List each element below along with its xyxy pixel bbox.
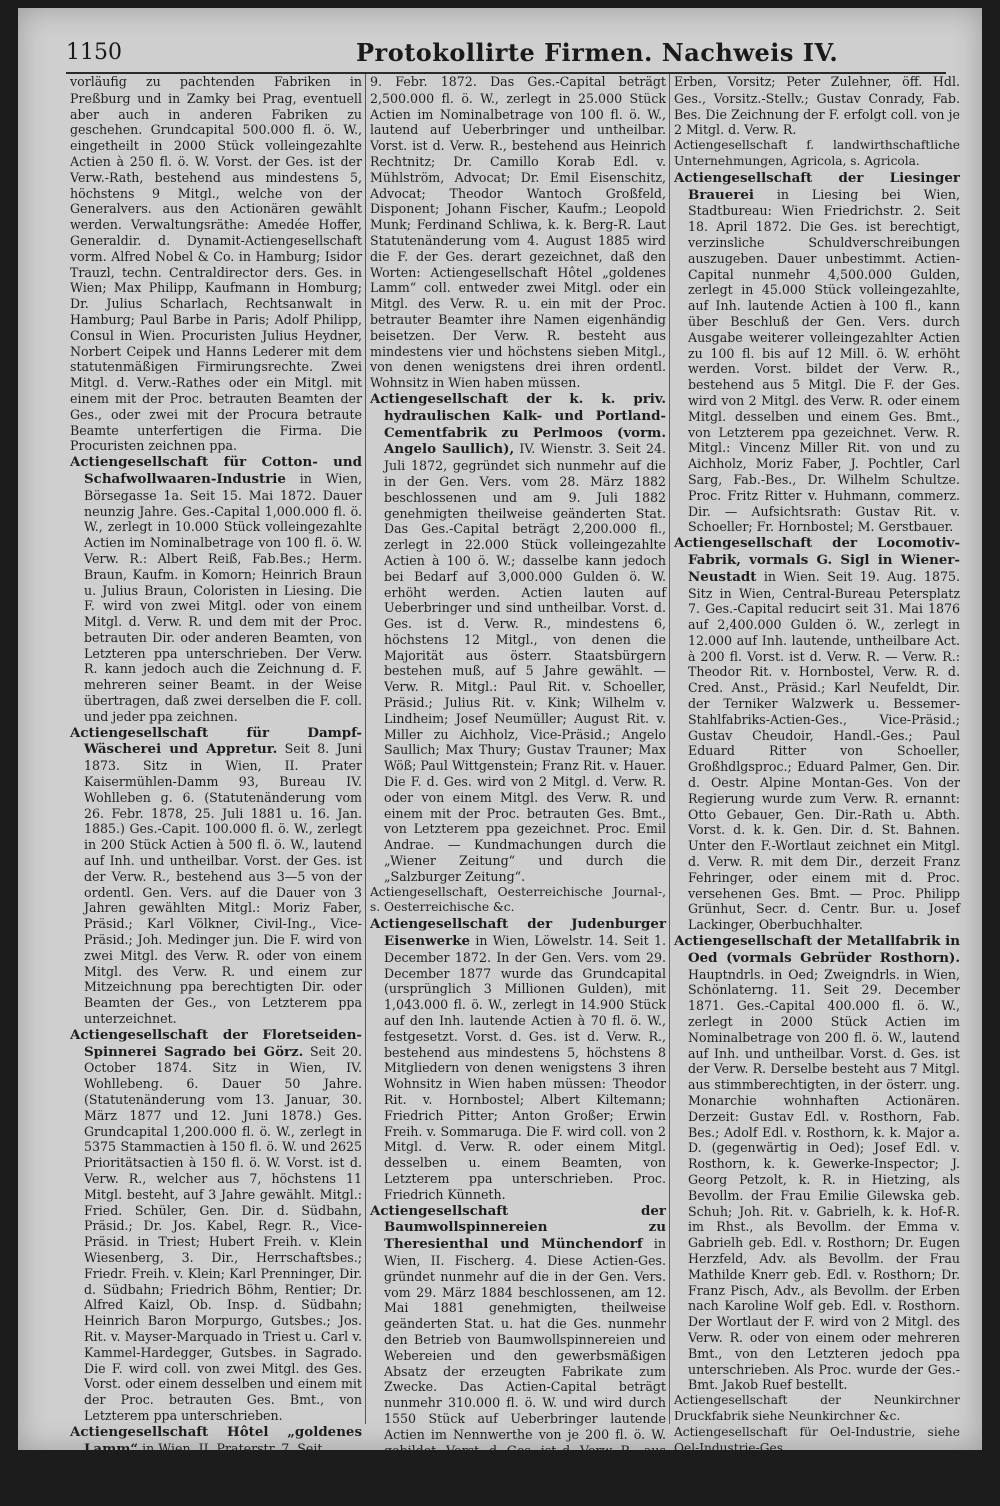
company-name: Actiengesellschaft für Dampf-Wäscherei und Appretur. bbox=[70, 724, 362, 758]
company-entry bbox=[70, 725, 362, 1027]
entry-text: in Wien, Löwelstr. 14. Seit 1. December 1872. In der Gen. Vers. vom 29. December 1877 wurde das Grundcapital (ursprünglich 3 Millionen Gulden), mit 1,043.000 fl. ö. W., zerlegt in 14.900 Stück auf den Inh. lautende Actien à 70 fl. ö. W., festgesetzt. Vorst. d. Ges. ist d. Verw. R., bestehend aus mindestens 5, höchstens 8 Mitgliedern von denen wenigstens 3 ihren Wohnsitz in Wien haben müssen: Theodor Rit. v. Hornbostel; Albert Kiltemann; Friedrich Pitter; Anton Großer; Erwin Freih. v. Sommaruga. Die F. wird coll. von 2 Mitgl. d. Verw. R. oder einem Mitgl. desselben u. einem Beamten, von Letzterem ppa unterschrieben. Proc. Friedrich Künneth. bbox=[384, 933, 666, 1202]
cross-reference bbox=[674, 138, 960, 170]
company-entry bbox=[674, 535, 960, 933]
running-title: Protokollirte Firmen. Nachweis IV. bbox=[356, 38, 839, 67]
entry-text: in Wien, II. Fischerg. 4. Diese Actien-Ges. gründet nunmehr auf die in der Gen. Vers. vom 29. März 1884 beschlossenen, am 12. Mai 1881 genehmigten, theilweise geänderten Stat. u. hat die Ges. nunmehr den Betrieb von Baumwollspinnereien und Webereien und den gewerbsmäßigen Absatz der erzeugten Fabrikate zum Zwecke. Das Actien-Capital beträgt nunmehr 310.000 fl. ö. W. und wird durch 1550 Stück auf Ueberbringer lautende Actien im Nennwerthe von je 200 fl. ö. W. gebildet. Vorst. d. Ges. ist d. Verw. R., aus mindestens 3, höchstens 5 Mitgl. bestehend. Verw. R.: Adolf Singer, öff. Ges. d. F. Samuel Singer's bbox=[384, 1236, 666, 1505]
company-name: Actiengesellschaft für Cotton- und Schafwollwaaren-Industrie bbox=[70, 454, 362, 487]
company-name: Actiengesellschaft der Baumwollspinnereien zu Theresienthal und Münchendorf bbox=[370, 1202, 666, 1253]
entry-continuation bbox=[674, 74, 960, 138]
column-divider bbox=[669, 74, 670, 1424]
entry-text: Seit 8. Juni 1873. Sitz in Wien, II. Prater Kaisermühlen-Damm 93, Bureau IV. Wohlleben g. 6. (Statutenänderung vom 26. Febr. 1878, 25. Juli 1881 u. 16. Jan. 1885.) Ges.-Capit. 100.000 fl. ö. W., zerlegt in 200 Stück Actien à 500 fl. ö. W., lautend auf Inh. und untheilbar. Vorst. der Ges. ist der Verw. R., bestehend aus 3—5 von der ordentl. Gen. Vers. auf die Dauer von 3 Jahren gewählten Mitgl.: Moriz Faber, Präsid.; Karl Völkner, Civil-Ing., Vice-Präsid.; Joh. Medinger jun. Die F. wird von zwei Mitgl. des Verw. R. oder von einem Mitgl. des Verw. R. und einem zur Mitzeichnung ppa berechtigten Dir. oder Beamten der Ges., von Letzterem ppa unterzeichnet. bbox=[84, 741, 362, 1027]
company-entry bbox=[370, 1203, 666, 1506]
company-entry bbox=[674, 170, 960, 535]
entry-text: Actiengesellschaft f. landwirthschaftliche Unternehmungen, Agricola, s. Agricola. bbox=[674, 138, 960, 168]
entry-text: Actiengesellschaft, Oesterreichische Journal-, s. Oesterreichische &c. bbox=[370, 884, 666, 915]
entry-text: in Wien, Börsegasse 1a. Seit 15. Mai 1872. Dauer neunzig Jahre. Ges.-Capital 1,000.000 fl. ö. W., zerlegt in 10.000 Stück volleingezahlte Actien im Nominalbetrage von 100 fl. ö. W. Verw. R.: Albert Reiß, Fab.Bes.; Herm. Braun, Kaufm. in Komorn; Heinrich Braun u. Julius Braun, Coloristen in Liesing. Die F. wird von zwei Mitgl. oder von einem Mitgl. d. Verw. R. und dem mit der Proc. betrauten Dir. oder anderen Beamten, von Letzteren ppa unterschrieben. Der Verw. R. kann jedoch auch die Zeichnung d. F. mehreren seiner Beamt. in der Weise übertragen, daß zwei derselben die F. coll. und jeder ppa zeichnen. bbox=[84, 470, 362, 724]
page-number: 1150 bbox=[66, 40, 122, 65]
cross-reference bbox=[674, 1425, 960, 1457]
entry-text: Erben, Vorsitz; Peter Zulehner, öff. Hdl. Ges., Vorsitz.-Stellv.; Gustav Conrady, Fab. Bes. Die Zeichnung der F. erfolgt coll. von je 2 Mitgl. d. Verw. R. bbox=[674, 74, 960, 138]
entry-text: in Liesing bei Wien, Stadtbureau: Wien Friedrichstr. 2. Seit 18. April 1872. Die Ges. ist berechtigt, verzinsliche Schuldverschreibungen auszugeben. Dauer unbestimmt. Actien-Capital nunmehr 4,500.000 Gulden, zerlegt in 45.000 Stück volleingezahlte, auf Inh. lautende Actien à 100 fl., kann über Beschluß der Gen. Vers. durch Ausgabe weiterer volleingezahlter Actien zu 100 fl. bis auf 12 Mill. ö. W. erhöht werden. Vorst. bildet der Verw. R., bestehend aus 5 Mitgl. Die F. der Ges. wird von 2 Mitgl. des Verw. R. oder einem Mitgl. desselben und einem Ges. Bmt., von Letzterem ppa gezeichnet. Verw. R. Mitgl.: Vincenz Miller Rit. von und zu Aichholz, Moriz Faber, J. Pochtler, Carl Sarg, Fab.-Bes., Dr. Wilhelm Schultze. Proc. Fritz Ritter v. Huhmann, commerz. Dir. — Aufsichtsrath: Gustav Rit. v. Schoeller; Fr. Hornbostel; M. Gerstbauer. bbox=[688, 186, 960, 535]
text-column-1 bbox=[70, 74, 362, 1457]
column-divider bbox=[365, 74, 366, 1424]
entry-text: Hauptndrls. in Oed; Zweigndrls. in Wien, Schönlaterng. 11. Seit 29. December 1871. Ges.-Capital 400.000 fl. ö. W., zerlegt in 2000 Stück Actien im Nominalbetrage von 200 fl. ö. W., lautend auf Inh. und untheilbar. Vorst. d. Ges. ist der Verw. R. Derselbe besteht aus 7 Mitgl. aus stimmberechtigten, in der österr. ung. Monarchie wohnhaften Actionären. Derzeit: Gustav Edl. v. Rosthorn, Fab. Bes.; Adolf Edl. v. Rosthorn, k. k. Major a. D. (gegenwärtig in Oed); Josef Edl. v. Rosthorn, k. k. Gewerke-Inspector; J. Georg Petzolt, k. R. in Hietzing, als Bevollm. der Frau Emilie Gilewska geb. Schuh; Joh. Rit. v. Gabrielh, k. k. Hof-R. im Rhst., als Bevollm. der Emma v. Gabrielh geb. Edl. v. Rosthorn; Dr. Eugen Herzfeld, Adv. als Bevollm. der Frau Mathilde Knerr geb. Edl. v. Rosthorn; Dr. Franz Pisch, Adv., als Bevollm. der Erben nach Karoline Wolf geb. Edl. v. Rosthorn. Der Wortlaut der F. wird von 2 Mitgl. des Verw. R. oder von einem oder mehreren Bmt., von den Letzteren jedoch ppa unterschrieben. Als Proc. wurde der Ges.-Bmt. Jakob Ruef bestellt. bbox=[688, 966, 960, 1393]
text-column-3 bbox=[674, 74, 960, 1455]
company-name: Actiengesellschaft der k. k. priv. hydraulischen Kalk- und Portland-Cementfabrik zu Perlmoos (vorm. Angelo Saullich), bbox=[370, 390, 666, 458]
entry-text: Actiengesellschaft für Oel-Industrie, siehe Oel-Industrie-Ges. bbox=[674, 1424, 960, 1455]
entry-text: vorläufig zu pachtenden Fabriken in Preßburg und in Zamky bei Prag, eventuell aber auch in anderen Fabriken zu geschehen. Grundcapital 500.000 fl. ö. W., eingetheilt in 2000 Stück volleingezahlte Actien à 250 fl. ö. W. Vorst. der Ges. ist der Verw.-Rath, bestehend aus mindestens 5, höchstens 9 Mitgl., welche von der Generalvers. aus den Actionären gewählt werden. Verwaltungsräthe: Amedée Hoffer, Generaldir. d. Dynamit-Actiengesellschaft vorm. Alfred Nobel & Co. in Hamburg; Isidor Trauzl, techn. Centraldirector ders. Ges. in Wien; Max Philipp, Kaufmann in Homburg; Dr. Julius Scharlach, Rechtsanwalt in Hamburg; Paul Barbe in Paris; Adolf Philipp, Consul in Wien. Procuristen Julius Heydner, Norbert Ceipek und Hanns Lederer mit dem statutenmäßigen Firmirungsrechte. Zwei Mitgl. d. Verw.-Rathes oder ein Mitgl. mit einem mit der Proc. betrauten Beamten der Ges., oder zwei mit der Procura betraute Beamte unterfertigen die Firma. Die Procuristen zeichnen ppa. bbox=[70, 74, 362, 454]
company-entry bbox=[370, 916, 666, 1202]
entry-text: in Wien, II. Praterstr. 7. Seit bbox=[138, 1440, 323, 1456]
company-name: Actiengesellschaft der Judenburger Eisenwerke bbox=[370, 916, 666, 950]
entry-text: in Wien. Seit 19. Aug. 1875. Sitz in Wien, Central-Bureau Petersplatz 7. Ges.-Capital reducirt seit 31. Mai 1876 auf 2,400.000 Gulden ö. W., zerlegt in 12.000 auf Inh. lautende, untheilbare Act. à 200 fl. Vorst. ist d. Verw. R. — Verw. R.: Theodor Rit. v. Hornbostel, Verw. R. d. Cred. Anst., Präsid.; Karl Neufeldt, Dir. der Terniker Walzwerk u. Bessemer-Stahlfabriks-Actien-Ges., Vice-Präsid.; Gustav Cheudoir, Handl.-Ges.; Paul Eduard Ritter von Schoeller, Großhdlgsproc.; Eduard Palmer, Gen. Dir. d. Oestr. Alpine Montan-Ges. Von der Regierung wurde zum Verw. R. ernannt: Otto Gebauer, Gen. Dir.-Rath u. Abth. Vorst. d. k. k. Gen. Dir. d. St. Bahnen. Unter den F.-Wortlaut zeichnet ein Mitgl. d. Verw. R. mit dem Dir., derzeit Franz Fehringer, oder einem mit d. Proc. versehenen Ges. Bmt. — Proc. Philipp Grünhut, Secr. d. Centr. Bur. u. Josef Lackinger, Oberbuchhalter. bbox=[688, 568, 960, 933]
entry-text: IV. Wienstr. 3. Seit 24. Juli 1872, gegründet sich nunmehr auf die in der Gen. Vers. vom 28. März 1882 beschlossenen und am 9. Juli 1882 genehmigten theilweise geänderten Stat. Das Ges.-Capital beträgt 2,200.000 fl., zerlegt in 22.000 Stück volleingezahlte Actien à 100 ö. W.; dasselbe kann jedoch bei Bedarf auf 3,000.000 Gulden ö. W. erhöht werden. Actien lauten auf Ueberbringer und sind untheilbar. Vorst. d. Ges. ist d. Verw. R., mindestens 6, höchstens 12 Mitgl., von denen die Majorität aus österr. Staatsbürgern bestehen muß, auf 5 Jahre gewählt. — Verw. R. Mitgl.: Paul Rit. v. Schoeller, Präsid.; Julius Rit. v. Kink; Wilhelm v. Lindheim; Josef Neumüller; August Rit. v. Miller zu Aichholz, Vice-Präsid.; Angelo Saullich; Max Thury; Gustav Trauner; Max Wöß; Paul Wittgenstein; Franz Rit. v. Hauer. Die F. d. Ges. wird von 2 Mitgl. d. Verw. R. oder von einem Mitgl. des Verw. R. und einem mit der Proc. betrauten Ges. Bmt., von Letzterem ppa gezeichnet. Proc. Emil Andrae. — Kundmachungen durch die „Wiener Zeitung“ und durch die „Salzburger Zeitung“. bbox=[384, 441, 666, 884]
entry-text: Seit 20. October 1874. Sitz in Wien, IV. Wohllebeng. 6. Dauer 50 Jahre. (Statutenänderung vom 13. Januar, 30. März 1877 und 12. Juni 1878.) Ges. Grundcapital 1,200.000 fl. ö. W., zerlegt in 5375 Stammactien à 150 fl. ö. W. und 2625 Prioritätsactien à 150 fl. ö. W. Vorst. ist d. Verw. R., welcher aus 7, höchstens 11 Mitgl. besteht, auf 3 Jahre gewählt. Mitgl.: Fried. Schüler, Gen. Dir. d. Südbahn, Präsid.; Dr. Jos. Kabel, Regr. R., Vice-Präsid. in Triest; Hubert Freih. v. Klein Wiesenberg, 3. Dir., Herrschaftsbes.; Friedr. Freih. v. Klein; Karl Prenninger, Dir. d. Südbahn; Friedrich Böhm, Rentier; Dr. Alfred Kaizl, Ob. Insp. d. Südbahn; Heinrich Baron Morpurgo, Gutsbes.; Jos. Rit. v. Mayser-Marquado in Triest u. Carl v. Kammel-Hardegger, Gutsbes. in Sagrado. Die F. wird coll. von zwei Mitgl. des Ges. Vorst. oder einem desselben und einem mit der Proc. betrauten Ges. Bmt., von Letzterem ppa unterschrieben. bbox=[84, 1043, 362, 1423]
company-name: Actiengesellschaft der Floretseiden-Spinnerei Sagrado bei Görz. bbox=[70, 1026, 362, 1060]
page-header bbox=[66, 36, 946, 74]
company-entry bbox=[674, 933, 960, 1393]
cross-reference bbox=[674, 1393, 960, 1425]
company-name: Actiengesellschaft Hôtel „goldenes Lamm“ bbox=[70, 1423, 362, 1457]
entry-text: 9. Febr. 1872. Das Ges.-Capital beträgt 2,500.000 fl. ö. W., zerlegt in 25.000 Stück Actien im Nominalbetrage von 100 fl. ö. W., lautend auf Ueberbringer und untheilbar. Vorst. ist d. Verw. R., bestehend aus Heinrich Rechtnitz; Dr. Camillo Korab Edl. v. Mühlström, Advocat; Dr. Emil Eisenschitz, Advocat; Theodor Wantoch Großfeld, Disponent; Johann Fischer, Kaufm.; Leopold Munk; Ferdinand Schliwa, k. k. Berg-R. Laut Statutenänderung vom 4. August 1885 wird die F. der Ges. derart gezeichnet, daß den Worten: Actiengesellschaft Hôtel „goldenes Lamm“ coll. entweder zwei Mitgl. oder ein Mitgl. des Verw. R. u. ein mit der Proc. betrauter Beamter ihre Namen eigenhändig beisetzen. Der Verw. R. besteht aus mindestens vier und höchstens sieben Mitgl., von denen wenigstens drei ihren ordentl. Wohnsitz in Wien haben müssen. bbox=[370, 74, 666, 391]
cross-reference bbox=[370, 885, 666, 917]
entry-text: Actiengesellschaft der Neunkirchner Druckfabrik siehe Neunkirchner &c. bbox=[674, 1393, 960, 1423]
company-name: Actiengesellschaft der Locomotiv-Fabrik, vormals G. Sigl in Wiener-Neustadt bbox=[674, 535, 960, 585]
company-name: Actiengesellschaft der Liesinger Brauerei bbox=[674, 169, 960, 203]
text-column-2 bbox=[370, 74, 666, 1505]
company-entry bbox=[370, 391, 666, 885]
company-entry bbox=[70, 1027, 362, 1424]
entry-continuation bbox=[70, 74, 362, 454]
company-entry bbox=[70, 454, 362, 725]
company-name: Actiengesellschaft der Metallfabrik in Oed (vormals Gebrüder Rosthorn). bbox=[674, 933, 960, 966]
entry-continuation bbox=[370, 74, 666, 391]
company-entry bbox=[70, 1424, 362, 1458]
document-page bbox=[18, 8, 982, 1505]
